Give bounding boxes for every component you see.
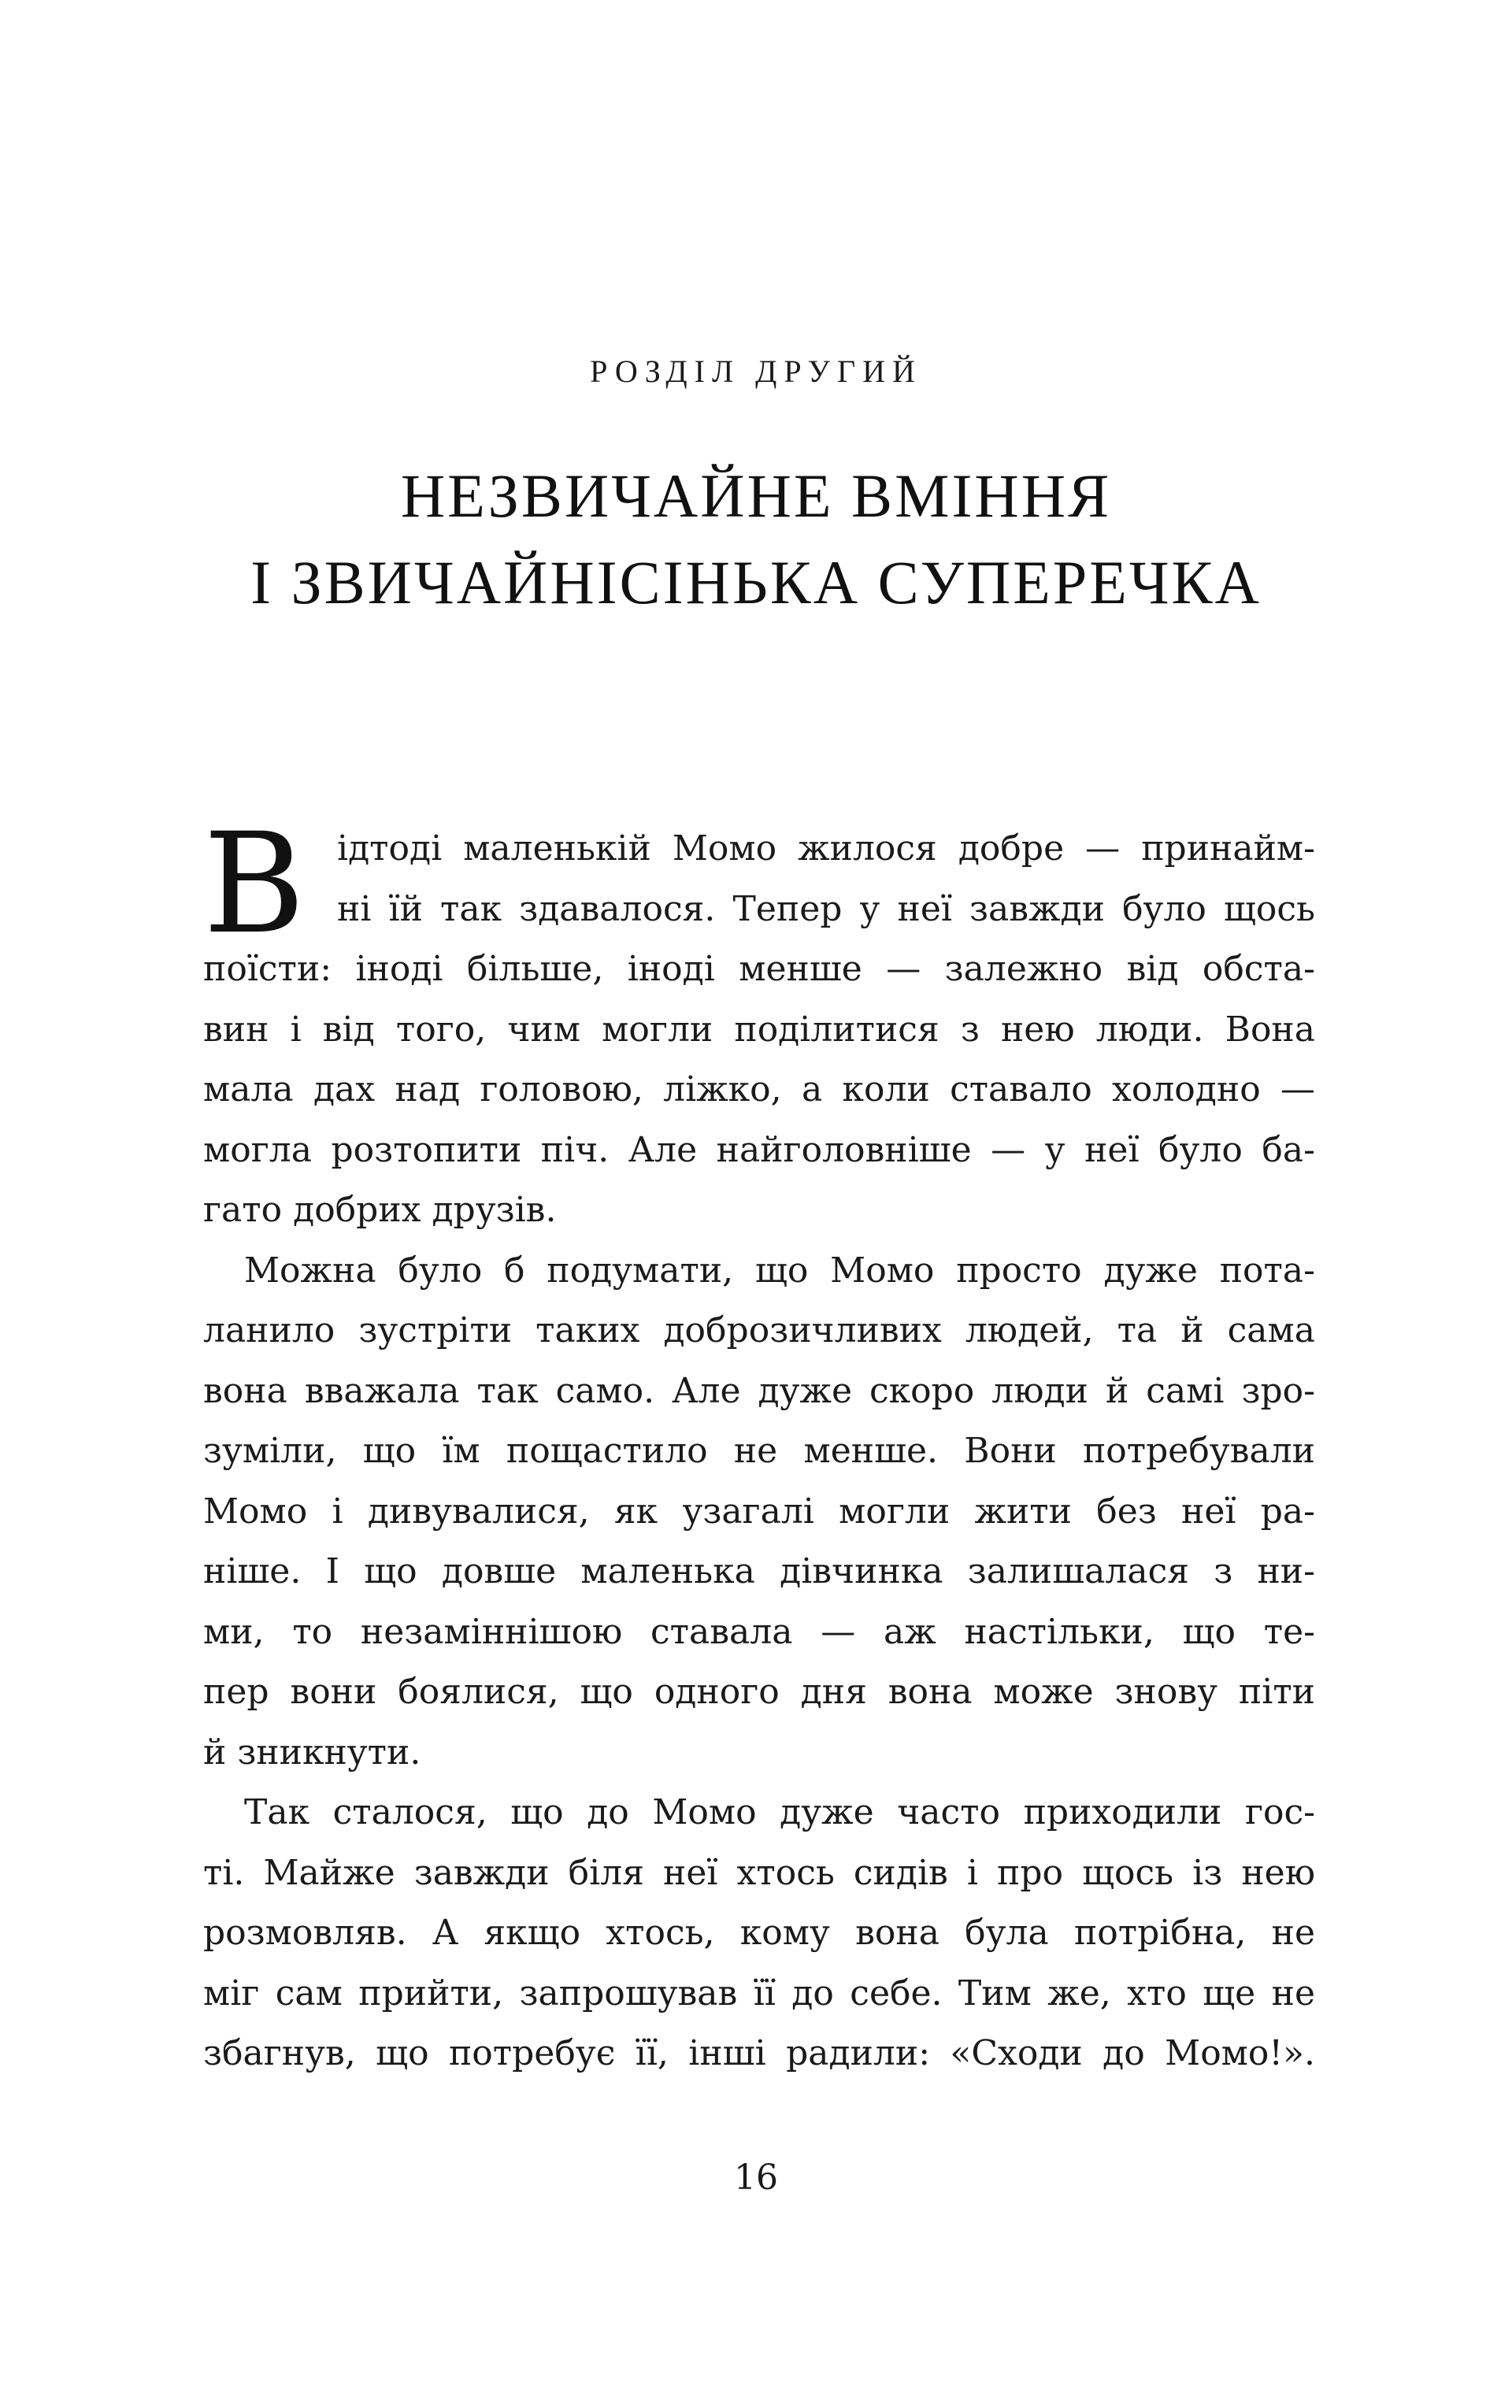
text-line: Так сталося, що до Момо дуже часто приходили гос- bbox=[244, 1792, 1315, 1832]
text-line: Можна було б подумати, що Момо просто дуже пота- bbox=[244, 1250, 1315, 1291]
text-line: збагнув, що потребує її, інші радили: «Сходи до Момо!». bbox=[203, 2033, 1315, 2073]
page-number: 16 bbox=[734, 2158, 778, 2198]
chapter-title-line-2: І ЗВИЧАЙНІСІНЬКА СУПЕРЕЧКА bbox=[250, 548, 1262, 617]
text-line: ніше. І що довше маленька дівчинка залишалася з ни- bbox=[203, 1551, 1315, 1591]
chapter-label: РОЗДІЛ ДРУГИЙ bbox=[590, 354, 922, 389]
body-text bbox=[203, 803, 1315, 2084]
text-line: й зникнути. bbox=[203, 1732, 421, 1773]
text-line: Момо і дивувалися, як узагалі могли жити без неї ра- bbox=[203, 1491, 1315, 1532]
text-line: ідтоді маленькій Момо жилося добре — принайм- bbox=[337, 828, 1315, 869]
text-line: мала дах над головою, ліжко, а коли ставало холодно — bbox=[203, 1069, 1315, 1110]
text-line: поїсти: іноді більше, іноді менше — залежно від обста- bbox=[203, 949, 1315, 989]
chapter-title bbox=[0, 453, 1512, 626]
drop-cap: В bbox=[203, 803, 306, 965]
text-line: ланило зустріти таких доброзичливих людей, та й сама bbox=[203, 1310, 1315, 1350]
text-line: розмовляв. А якщо хтось, кому вона була потрібна, не bbox=[203, 1913, 1315, 1953]
text-line: могла розтопити піч. Але найголовніше — у неї було ба- bbox=[203, 1129, 1315, 1170]
text-line: вона вважала так само. Але дуже скоро люди й самі зро- bbox=[203, 1370, 1315, 1411]
text-line: гато добрих друзів. bbox=[203, 1190, 557, 1230]
text-line: вин і від того, чим могли поділитися з нею люди. Вона bbox=[203, 1009, 1315, 1050]
chapter-title-line-1: НЕЗВИЧАЙНЕ ВМІННЯ bbox=[400, 461, 1112, 530]
text-line: ні їй так здавалося. Тепер у неї завжди було щось bbox=[337, 888, 1315, 929]
text-line: зуміли, що їм пощастило не менше. Вони потребували bbox=[203, 1431, 1315, 1471]
text-line: пер вони боялися, що одного дня вона може знову піти bbox=[203, 1672, 1315, 1712]
text-line: ті. Майже завжди біля неї хтось сидів і про щось із нею bbox=[203, 1852, 1315, 1893]
text-line: ми, то незаміннішою ставала — аж настільки, що те- bbox=[203, 1611, 1315, 1652]
text-line: міг сам прийти, запрошував її до себе. Тим же, хто ще не bbox=[203, 1973, 1315, 2013]
